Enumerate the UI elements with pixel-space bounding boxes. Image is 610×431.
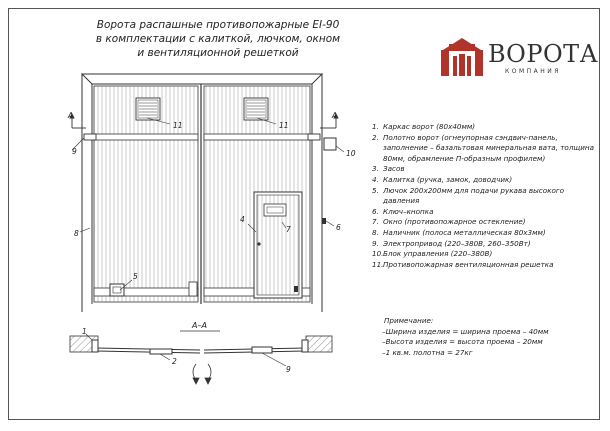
callout-8: 8 [74,229,79,238]
callout-9: 9 [72,147,77,156]
legend-item-number: 8. [372,227,379,237]
callout-5: 5 [133,272,138,281]
legend-item [372,239,597,250]
legend-item-text: Блок управления (220–380В) [383,249,493,259]
legend-item-text: Окно (противопожарное остекление) [383,217,526,227]
legend-item-text: Калитка (ручка, замок, доводчик) [383,174,513,184]
legend-item [372,260,597,271]
legend-item-number: 10. [372,249,384,259]
legend-item-number: 7. [372,217,379,227]
notes-block [382,316,592,358]
callout-9-section: 9 [286,365,291,374]
callout-10: 10 [346,149,356,158]
legend-item-number: 2. [372,132,379,142]
legend-item-text: Наличник (полоса металлическая 80х3мм) [383,227,546,237]
legend-item-text: Каркас ворот (80х40мм) [383,122,476,131]
legend-item-text: Электропривод (220–380В, 260–350Вт) [383,238,531,248]
legend-list [372,122,597,270]
notes-heading: Примечание: [384,316,434,325]
section-marker-right: A [332,111,338,120]
legend-item-text: Лючок 200х200мм для подачи рукава высокого давления [383,185,565,206]
legend-item [372,186,597,207]
legend-item [372,207,597,218]
logo-wordmark: ВОРОТА [488,40,599,68]
legend-item-text: Ключ–кнопка [383,206,434,216]
legend-item-number: 5. [372,185,379,195]
legend-item [372,164,597,175]
callout-4: 4 [240,215,245,224]
legend-item [372,228,597,239]
logo-subtitle: КОМПАНИЯ [505,68,561,75]
callout-1-section: 1 [82,327,87,336]
legend-item-text: Противопожарная вентиляционная решетка [383,259,554,269]
legend-item-text: Полотно ворот (огнеупорная сэндвич-панель, заполнение – базальтовая минеральная вата, толщина 80мм, обрамление П-образным профилем) [383,132,594,163]
legend-item [372,249,597,260]
legend-item-number: 1. [372,122,379,131]
callout-11-left: 11 [173,121,183,130]
legend-item [372,217,597,228]
legend-item-number: 11. [372,259,384,269]
legend-item-number: 4. [372,174,379,184]
section-leaves [92,340,308,354]
callout-11-right: 11 [279,121,289,130]
legend-item-number: 3. [372,164,379,174]
section-title: A–A [192,321,207,330]
note-line: –Ширина изделия = ширина проема – 40мм [382,326,549,336]
wall-right [306,336,332,352]
callout-6: 6 [336,223,341,232]
legend-item-text: Засов [383,164,405,174]
title-line-3: и вентиляционной решеткой [137,47,299,59]
note-line: –1 кв.м. полотна = 27кг [382,347,473,357]
callout-2-section: 2 [172,357,177,366]
section-marker-left: A [68,111,74,120]
title-line-2: в комплектации с калиткой, лючком, окном [95,33,341,45]
title-line-1: Ворота распашные противопожарные EI-90 [96,19,340,31]
opening-arrows [193,364,211,384]
legend-item [372,122,597,133]
note-line: –Высота изделия = высота проема – 20мм [382,337,543,346]
legend-item [372,133,597,165]
callout-7: 7 [286,225,291,234]
legend-item-number: 9. [372,238,379,248]
legend-item-number: 6. [372,206,379,216]
legend-item [372,175,597,186]
